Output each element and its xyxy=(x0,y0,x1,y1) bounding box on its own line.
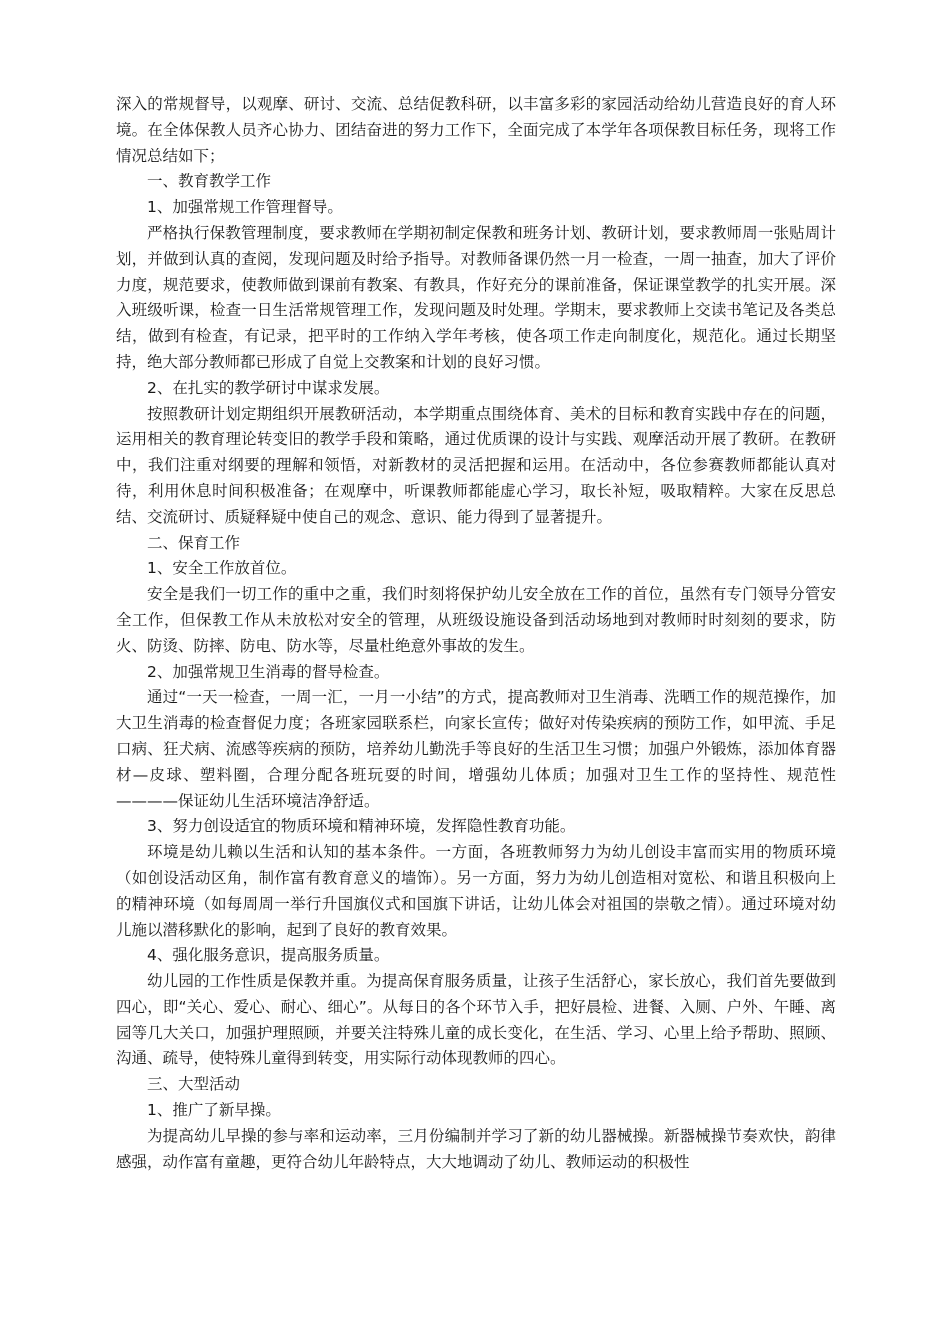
subheading-environment: 3、努力创设适宜的物质环境和精神环境，发挥隐性教育功能。 xyxy=(147,817,576,836)
paragraph-hygiene: 通过“一天一检查，一周一汇，一月一小结”的方式，提高教师对卫生消毒、洗晒工作的规范操作，加大卫生消毒的检查督促力度；各班家园联系栏，向家长宣传；做好对传染疾病的预防工作，如甲流、手足口病、狂犬病、流感等疾病的预防，培养幼儿勤洗手等良好的生活卫生习惯；加强户外锻炼，添加体育器材—皮球、塑料圈，合理分配各班玩耍的时间，增强幼儿体质；加强对卫生工作的坚持性、规范性————保证幼儿生活环境洁净舒适。 xyxy=(116,688,836,810)
paragraph-intro: 深入的常规督导，以观摩、研讨、交流、总结促教科研，以丰富多彩的家园活动给幼儿营造良好的育人环境。在全体保教人员齐心协力、团结奋进的努力工作下，全面完成了本学年各项保教目标任务，现将工作情况总结如下； xyxy=(116,95,836,165)
paragraph-environment: 环境是幼儿赖以生活和认知的基本条件。一方面，各班教师努力为幼儿创设丰富而实用的物质环境（如创设活动区角，制作富有教育意义的墙饰）。另一方面，努力为幼儿创造相对宽松、和谐且积极向上的精神环境（如每周周一举行升国旗仪式和国旗下讲话，让幼儿体会对祖国的崇敬之情）。通过环境对幼儿施以潜移默化的影响，起到了良好的教育效果。 xyxy=(116,843,836,939)
document-page xyxy=(116,92,836,1175)
paragraph-service: 幼儿园的工作性质是保教并重。为提高保育服务质量，让孩子生活舒心，家长放心，我们首先要做到四心，即“关心、爱心、耐心、细心”。从每日的各个环节入手，把好晨检、进餐、入厕、户外、午睡、离园等几大关口，加强护理照顾，并要关注特殊儿童的成长变化，在生活、学习、心里上给予帮助、照顾、沟通、疏导，使特殊儿童得到转变，用实际行动体现教师的四心。 xyxy=(116,972,836,1068)
paragraph-morning-exercise: 为提高幼儿早操的参与率和运动率，三月份编制并学习了新的幼儿器械操。新器械操节奏欢快，韵律感强，动作富有童趣，更符合幼儿年龄特点，大大地调动了幼儿、教师运动的积极性 xyxy=(116,1126,836,1171)
section-heading-teaching: 一、教育教学工作 xyxy=(147,172,272,191)
subheading-service: 4、强化服务意识，提高服务质量。 xyxy=(147,946,390,965)
paragraph-routine-supervision: 严格执行保教管理制度，要求教师在学期初制定保教和班务计划、教研计划，要求教师周一张贴周计划，并做到认真的查阅，发现问题及时给予指导。对教师备课仍然一月一检查，一周一抽查，加大了评价力度，规范要求，使教师做到课前有教案、有教具，作好充分的课前准备，保证课堂教学的扎实开展。深入班级听课，检查一日生活常规管理工作，发现问题及时处理。学期末，要求教师上交读书笔记及各类总结，做到有检查，有记录，把平时的工作纳入学年考核，使各项工作走向制度化，规范化。通过长期坚持，绝大部分教师都已形成了自觉上交教案和计划的良好习惯。 xyxy=(116,223,836,371)
subheading-hygiene: 2、加强常规卫生消毒的督导检查。 xyxy=(147,662,390,681)
paragraph-teaching-research: 按照教研计划定期组织开展教研活动，本学期重点围绕体育、美术的目标和教育实践中存在的问题，运用相关的教育理论转变旧的教学手段和策略，通过优质课的设计与实践、观摩活动开展了教研。在教研中，我们注重对纲要的理解和领悟，对新教材的灵活把握和运用。在活动中，各位参赛教师都能认真对待，利用休息时间积极准备；在观摩中，听课教师都能虚心学习，取长补短，吸取精粹。大家在反思总结、交流研讨、质疑释疑中使自己的观念、意识、能力得到了显著提升。 xyxy=(116,404,836,526)
subheading-safety: 1、安全工作放首位。 xyxy=(147,559,297,578)
subheading-routine-supervision: 1、加强常规工作管理督导。 xyxy=(147,198,343,217)
section-heading-events: 三、大型活动 xyxy=(147,1075,241,1094)
paragraph-safety: 安全是我们一切工作的重中之重，我们时刻将保护幼儿安全放在工作的首位，虽然有专门领导分管安全工作，但保教工作从未放松对安全的管理，从班级设施设备到活动场地到对教师时时刻刻的要求，防火、防烫、防摔、防电、防水等，尽量杜绝意外事故的发生。 xyxy=(116,585,836,655)
section-heading-care: 二、保育工作 xyxy=(147,533,241,552)
subheading-teaching-research: 2、在扎实的教学研讨中谋求发展。 xyxy=(147,378,390,397)
subheading-morning-exercise: 1、推广了新早操。 xyxy=(147,1101,281,1120)
